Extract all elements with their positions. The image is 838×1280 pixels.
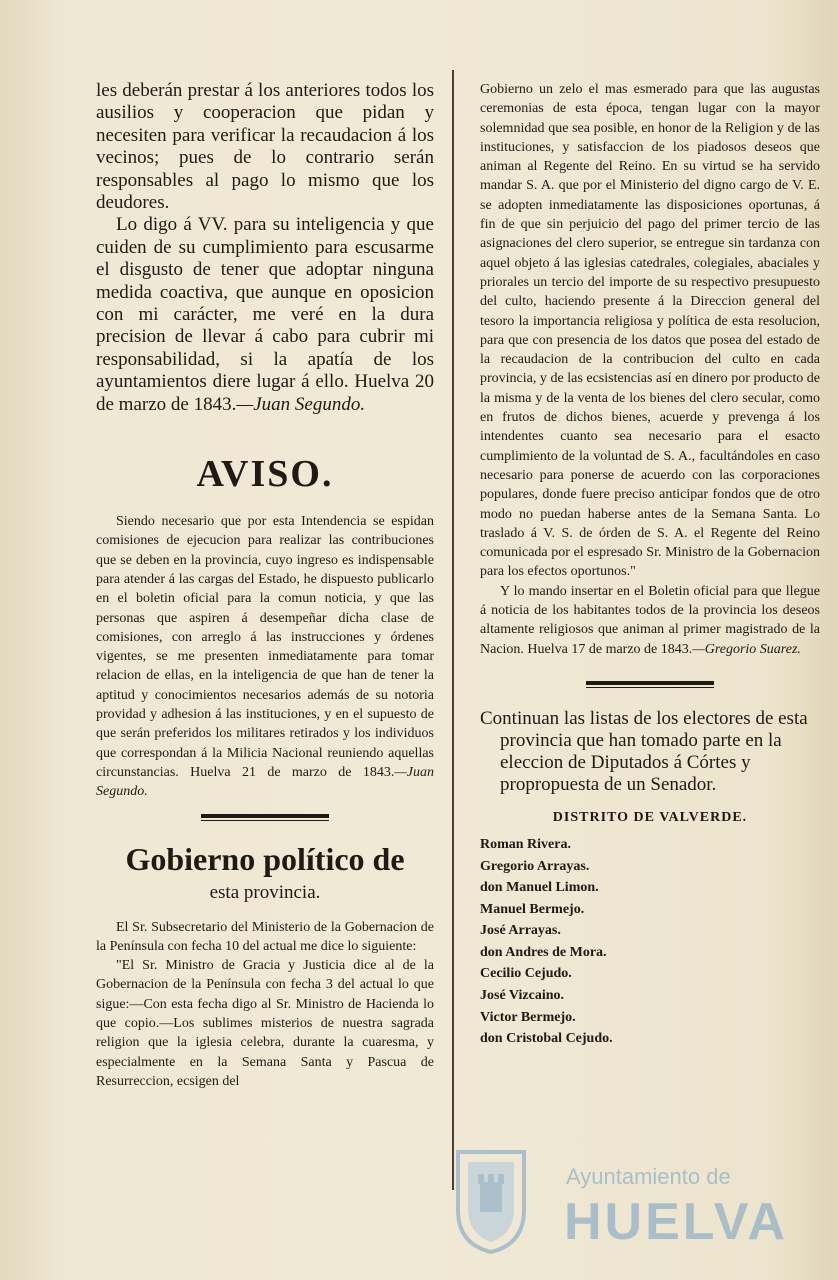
elector-name: Roman Rivera. [480, 836, 571, 852]
elector-name: don Andres de Mora. [480, 944, 607, 960]
right-column [480, 80, 820, 1050]
watermark-city: HUELVA [564, 1193, 789, 1251]
signature-juan-segundo-1: —Juan Segundo. [236, 393, 366, 415]
gobierno-subtitle: esta provincia. [209, 881, 321, 903]
elector-name: José Vizcaino. [480, 988, 564, 1004]
left-paragraph-2-text: Lo digo á VV. para su inteligencia y que cuiden de su cumplimiento para escusarme el disgusto de tener que adoptar ninguna medida coactiva, que aunque en oposicion con mi carácter, me veré en la dura precision de llevar á cabo para cubrir mi responsabilidad, si la apatía de los ayuntamientos diere lugar á ello. Huelva 20 de marzo de 1843. [96, 214, 434, 415]
rule-thick [201, 814, 329, 818]
signature-juan-segundo-2: —Juan Segundo. [96, 764, 434, 800]
column-divider [452, 70, 454, 1190]
gobierno-intro: El Sr. Subsecretario del Ministerio de la Gobernacion de la Península con fecha 10 del actual me dice lo siguiente: [96, 919, 434, 954]
electors-list [480, 834, 820, 1050]
elector-name: José Arrayas. [480, 923, 561, 939]
gobierno-title: Gobierno político de [125, 840, 405, 877]
left-paragraph-2 [96, 214, 434, 416]
elector-name: don Manuel Limon. [480, 880, 599, 896]
aviso-body [96, 512, 434, 801]
decree-closing-text: Y lo mando insertar en el Boletin oficial para que llegue á noticia de los habitantes todos de la provincia los deseos altamente religiosos que animan al primer magistrado de la Nacion. Huelva 17 de marzo de 1843. [480, 583, 820, 657]
district-title: DISTRITO DE VALVERDE. [552, 809, 748, 825]
electors-heading: Continuan las listas de los electores de esta provincia que han tomado parte en la eleccion de Diputados á Córtes y propropuesta de un Senador. [480, 707, 808, 795]
watermark-org: Ayuntamiento de [566, 1164, 731, 1189]
section-rule-right [586, 681, 714, 688]
section-rule [201, 814, 329, 821]
left-column [96, 80, 434, 1091]
elector-name: don Cristobal Cejudo. [480, 1031, 613, 1047]
rule-thin [201, 820, 329, 821]
rule-thin-right [586, 687, 714, 688]
elector-name: Cecilio Cejudo. [480, 966, 572, 982]
signature-gregorio-suarez: —Gregorio Suarez. [692, 641, 801, 657]
elector-name: Manuel Bermejo. [480, 901, 585, 917]
aviso-heading: AVISO. [196, 453, 334, 496]
aviso-body-text: Siendo necesario que por esta Intendencia se espidan comisiones de ejecucion para realizar las contribuciones que se deben en la provincia, cuyo ingreso es indispensable para atender á las cargas del Estado, he dispuesto publicarlo en el boletin oficial para la comun noticia, y que las personas que aspiren á desempeñar dicha clase de comisiones, con arreglo á las instrucciones y órdenes vigentes, se me presenten inmediatamente para tomar relacion de ellas, en la inteligencia de que han de tener la aptitud y conocimientos necesarios además de su notoria providad y adhesion á las instituciones, y en el supuesto de que serán preferidos los militares retirados y los individuos que correspondan á la Milicia Nacional reuniendo aquellas circunstancias. Huelva 21 de marzo de 1843. [96, 514, 434, 780]
decree-continuation: Gobierno un zelo el mas esmerado para que las augustas ceremonias de esta época, tengan lugar con la mayor solemnidad que sea posible, en honor de la Religion y de las instituciones, y satisfaccion de los piadosos deseos que animan al Regente del Reino. En su virtud se ha servido mandar S. A. que por el Ministerio del digno cargo de V. E. se adopten inmediatamente las disposiciones oportunas, á fin de que sin perjuicio del pago del primer tercio de las asignaciones del clero superior, se entregue sin tardanza con aquel objeto á las iglesias catedrales, colegiales, abaciales y priorales un tercio del importe de su respectivo presupuesto del culto, haciendo presente á la Direccion general del tesoro la importancia religiosa y política de esta resolucion, para que con presencia de los datos que posea del estado de la recaudacion de la contribucion del culto en cada provincia, y de las ecsistencias así en dinero por producto de la misma y de la venta de los bienes del clero secular, como en frutos de dichos bienes, acuerde y prevenga á los intendentes cuanto sea necesario para el esacto cumplimiento de la voluntad de S. A., facultándoles en caso necesario para ponerse de acuerdo con las corporaciones populares, donde fuere preciso anticipar fondos que de otro modo no puedan haberse antes de la Semana Santa. Lo traslado á V. S. de órden de S. A. el Regente del Reino comunicada por el espresado Sr. Ministro de la Gobernacion para los efectos oportunos." [480, 82, 820, 580]
left-paragraph-1: les deberán prestar á los anteriores todos los ausilios y cooperacion que pidan y necesiten para verificar la recaudacion á los vecinos; pues de lo contrario serán responsables al pago lo mismo que los deudores. [96, 80, 434, 214]
decree-closing [480, 582, 820, 659]
elector-name: Gregorio Arrayas. [480, 858, 590, 874]
elector-name: Victor Bermejo. [480, 1009, 576, 1025]
gobierno-quote: "El Sr. Ministro de Gracia y Justicia dice al de la Gobernacion de la Península con fecha 3 del actual lo que sigue:—Con esta fecha digo al Sr. Ministro de Hacienda lo que copio.—Los sublimes misterios de nuestra sagrada religion que la iglesia celebra, durante la cuaresma, y especialmente en la Semana Santa y Pascua de Resurreccion, ecsigen del [96, 958, 434, 1089]
rule-thick-right [586, 681, 714, 685]
city-shield-icon [454, 1148, 528, 1256]
archive-watermark [440, 1146, 830, 1270]
